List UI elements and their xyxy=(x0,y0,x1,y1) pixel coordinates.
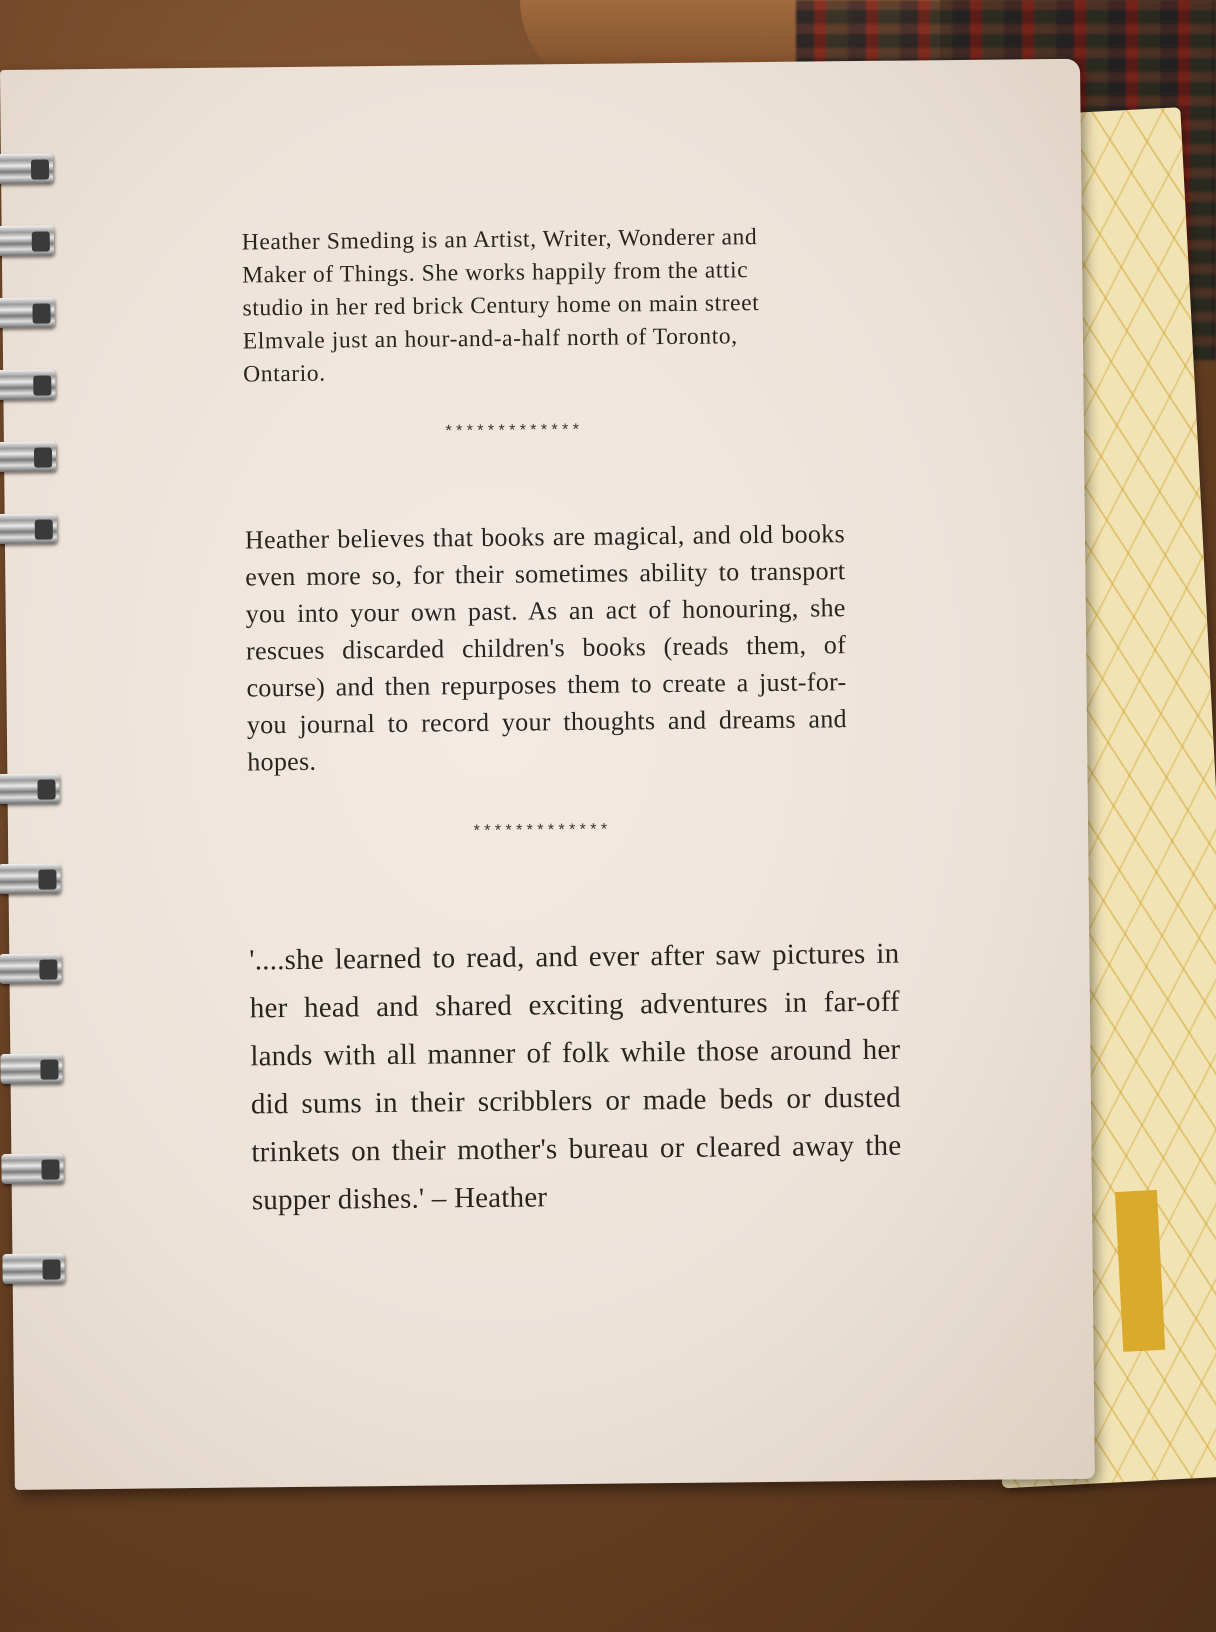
spiral-coil xyxy=(2,1249,68,1290)
spiral-coil xyxy=(0,1049,66,1090)
journal-page xyxy=(0,59,1095,1490)
spiral-coil xyxy=(0,859,65,900)
section-divider: ************* xyxy=(443,421,582,442)
spiral-coil xyxy=(1,1149,67,1190)
spiral-binding-icon xyxy=(0,69,85,1490)
spiral-coil xyxy=(0,365,60,406)
spiral-coil xyxy=(0,221,58,262)
cover-tab-bottom xyxy=(1115,1190,1165,1352)
section-divider: ************* xyxy=(471,821,610,842)
spiral-coil xyxy=(0,437,60,478)
spiral-coil xyxy=(0,509,61,550)
spiral-journal xyxy=(0,58,1205,1500)
quote-paragraph: '....she learned to read, and ever after saw pictures in her head and shared exciting adventures in far-off lands with all manner of folk while those around her did sums in their scribblers or made beds or dusted trinkets on their mother's bureau or cleared away the supper dishes.' – Heather xyxy=(249,937,902,1217)
spiral-coil xyxy=(0,149,57,190)
belief-paragraph: Heather believes that books are magical, and old books even more so, for their sometimes ability to transport you into your own past. As an act of honouring, she rescues discarded children's books (reads them, of course) and then repurposes them to create a just-for-you journal to record your thoughts and dreams and hopes. xyxy=(244,519,847,777)
spiral-coil xyxy=(0,949,66,990)
spiral-coil xyxy=(0,293,59,334)
spiral-coil xyxy=(0,769,64,810)
bio-paragraph: Heather Smeding is an Artist, Writer, Wonderer and Maker of Things. She works happily from the attic studio in her red brick Century home on main street Elmvale just an hour-and-a-half north of Toronto, Ontario. xyxy=(241,223,760,387)
